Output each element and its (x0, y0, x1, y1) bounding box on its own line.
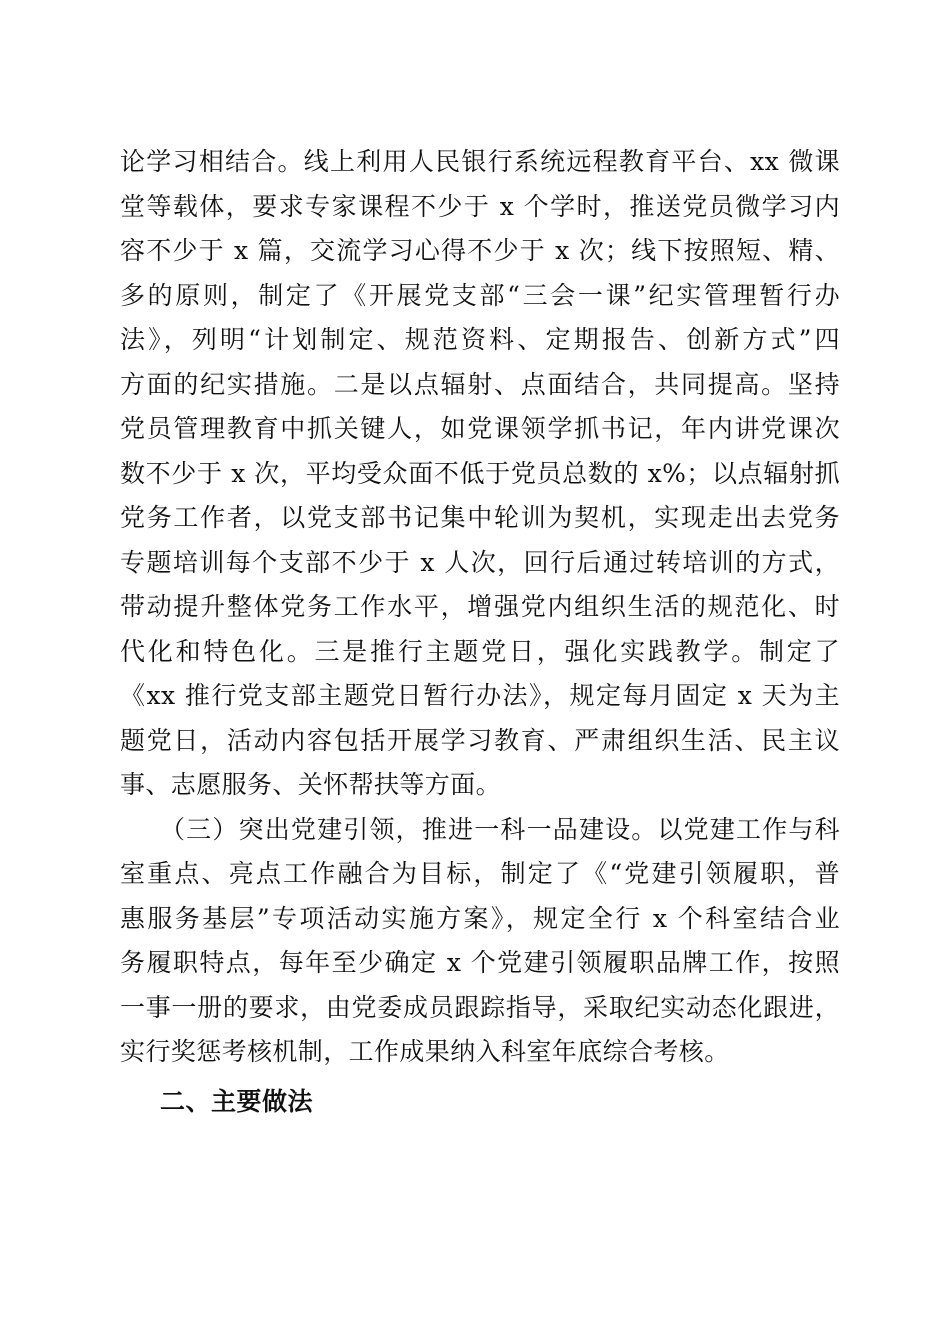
text-line: 方面的纪实措施。二是以点辐射、点面结合，共同提高。坚持 (120, 369, 840, 399)
text-line: 专题培训每个支部不少于 x 人次，回行后通过转培训的方式， (120, 547, 840, 577)
text-line: 事、志愿服务、关怀帮扶等方面。 (120, 770, 502, 799)
text-line: 题党日，活动内容包括开展学习教育、严肃组织生活、民主议 (120, 725, 840, 755)
text-line: 容不少于 x 篇，交流学习心得不少于 x 次；线下按照短、精、 (120, 236, 840, 265)
text-line: 《xx 推行党支部主题党日暂行办法》，规定每月固定 x 天为主 (120, 681, 840, 710)
section-three-title-line: （三）突出党建引领，推进一科一品建设。以党建工作与科 (160, 814, 840, 844)
text-line: 党务工作者，以党支部书记集中轮训为契机，实现走出去党务 (120, 503, 840, 532)
text-line: 论学习相结合。线上利用人民银行系统远程教育平台、xx 微课 (120, 147, 840, 176)
text-line: 多的原则，制定了《开展党支部“三会一课”纪实管理暂行办 (120, 280, 840, 310)
text-line: 代化和特色化。三是推行主题党日，强化实践教学。制定了 (120, 636, 840, 666)
text-line: 一事一册的要求，由党委成员跟踪指导，采取纪实动态化跟进， (120, 992, 840, 1022)
text-line: 堂等载体，要求专家课程不少于 x 个学时，推送党员微学习内 (120, 191, 840, 221)
text-line: 党员管理教育中抓关键人，如党课领学抓书记，年内讲党课次 (120, 414, 840, 443)
body-text (120, 140, 840, 1075)
text-line: 实行奖惩考核机制，工作成果纳入科室年底综合考核。 (120, 1037, 730, 1066)
text-line: 带动提升整体党务工作水平，增强党内组织生活的规范化、时 (120, 592, 840, 621)
text-line: 务履职特点，每年至少确定 x 个党建引领履职品牌工作，按照 (120, 948, 840, 977)
text-line: 数不少于 x 次，平均受众面不低于党员总数的 x%；以点辐射抓 (120, 458, 840, 488)
section-heading: 二、主要做法 (160, 1087, 314, 1116)
text-line: 室重点、亮点工作融合为目标，制定了《“党建引领履职，普 (120, 859, 840, 888)
text-line: 法》，列明“计划制定、规范资料、定期报告、创新方式”四 (120, 325, 840, 354)
text-line: 惠服务基层”专项活动实施方案》，规定全行 x 个科室结合业 (120, 903, 840, 933)
